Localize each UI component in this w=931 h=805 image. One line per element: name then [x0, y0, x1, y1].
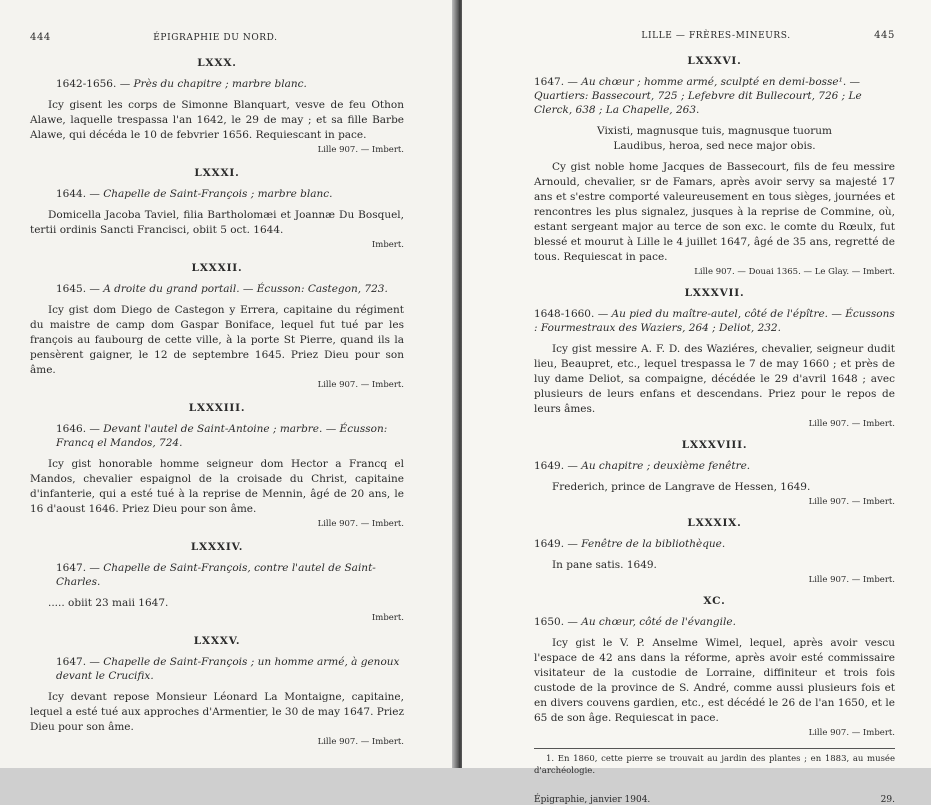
entry-location: — Au chœur ; homme armé, sculpté en demi-bosse¹. — Quartiers: Bassecourt, 725 ; Lefebvre dit Bullecourt, 726 ; Le Clerck, 638 ; La Chapelle, 263.	[534, 76, 862, 116]
entry-date: 1645.	[56, 283, 87, 295]
epitaph-entry	[534, 595, 895, 738]
entry-heading	[534, 307, 895, 335]
entry-heading	[30, 655, 404, 683]
entry-heading	[534, 615, 895, 629]
epitaph-entry	[30, 167, 404, 250]
entry-numeral: LXXXV.	[193, 635, 241, 647]
entry-date: 1647.	[56, 562, 87, 574]
running-title-left: ÉPIGRAPHIE DU NORD.	[153, 33, 278, 43]
page-number-left: 444	[30, 32, 51, 43]
entry-numeral: LXXXIII.	[188, 402, 246, 414]
epitaph-entry	[534, 55, 895, 277]
entry-location: — Chapelle de Saint-François, contre l'autel de Saint-Charles.	[56, 562, 376, 588]
entry-heading	[30, 422, 404, 450]
entry-heading	[30, 282, 404, 296]
entry-source: Imbert.	[371, 613, 404, 623]
entry-source: Lille 907. — Imbert.	[317, 380, 404, 390]
page-number-right: 445	[874, 30, 895, 41]
signature-number: 29.	[880, 795, 895, 805]
entry-date: 1649.	[534, 538, 565, 550]
entry-text: Domicella Jacoba Taviel, filia Bartholomæi et Joannæ Du Bosquel, tertii ordinis Sancti Francisci, obiit 5 oct. 1644.	[30, 209, 404, 236]
entry-source: Lille 907. — Imbert.	[808, 497, 895, 507]
entry-location: — Au chapitre ; deuxième fenêtre.	[567, 460, 751, 472]
entry-location: — Au chœur, côté de l'évangile.	[567, 616, 736, 628]
entry-location: — Au pied du maître-autel, côté de l'épître. — Écussons : Fourmestraux des Waziers, 264 ; Deliot, 232.	[534, 308, 895, 334]
entry-text: Cy gist noble home Jacques de Bassecourt, fils de feu messire Arnould, chevalier, sr de Famars, après avoir servy sa majesté 17 ans et s'estre comporté valeureusement en tous sièges, journées et rencontres les plus signalez, jusques à la reprise de Commine, où, estant sergeant major au terce de son exc. le comte du Rœulx, fut blessé et mourut à Lille le 4 juillet 1647, âgé de 35 ans, regretté de tous. Requiescat in pace.	[534, 161, 895, 263]
entry-numeral: XC.	[703, 595, 726, 607]
entry-numeral: LXXX.	[197, 57, 237, 69]
entry-numeral: LXXXI.	[194, 167, 240, 179]
left-page	[0, 0, 458, 768]
epitaph-entry	[30, 57, 404, 155]
entry-text: Icy gist le V. P. Anselme Wimel, lequel, après avoir vescu l'espace de 42 ans dans la réforme, après avoir esté commissaire visitateur de la custodie de Lorraine, diffiniteur et trois fois custode de la province de S. André, comme aussi plusieurs fois et en divers couvens gardien, etc., est décédé le 26 de l'an 1650, et le 65 de son âge. Requiescat in pace.	[534, 637, 895, 724]
entry-location: — Fenêtre de la bibliothèque.	[567, 538, 726, 550]
entry-text: ..... obiit 23 maii 1647.	[48, 597, 169, 609]
entry-text: In pane satis. 1649.	[552, 559, 657, 571]
entry-date: 1644.	[56, 188, 87, 200]
right-page	[462, 0, 931, 805]
entry-heading	[534, 75, 895, 117]
entry-text: Frederich, prince de Langrave de Hessen, 1649.	[552, 481, 811, 493]
epitaph-entry	[30, 635, 404, 747]
epitaph-entry	[30, 541, 404, 623]
entry-location: — Devant l'autel de Saint-Antoine ; marbre. — Écusson: Francq el Mandos, 724.	[56, 423, 388, 449]
entry-heading	[30, 187, 404, 201]
footnote-rule	[534, 748, 895, 749]
entry-date: 1642-1656.	[56, 78, 117, 90]
epitaph-entry	[30, 402, 404, 529]
entry-source: Imbert.	[371, 240, 404, 250]
epitaph-entry	[534, 287, 895, 429]
entry-source: Lille 907. — Imbert.	[317, 145, 404, 155]
entry-source: Lille 907. — Imbert.	[808, 575, 895, 585]
entry-text: Icy gist dom Diego de Castegon y Errera, capitaine du régiment du maistre de camp dom Gaspar Boniface, lequel fut tué par les françois au faubourg de cette ville, à la porte St Pierre, quand ils la pensèrent gaigner, le 12 de septembre 1645. Priez Dieu pour son âme.	[30, 304, 404, 376]
entry-numeral: LXXXII.	[191, 262, 243, 274]
running-title-right: LILLE — FRÈRES-MINEURS.	[641, 31, 791, 41]
right-entries	[534, 55, 895, 738]
entry-heading	[30, 561, 404, 589]
epitaph-entry	[534, 439, 895, 507]
entry-text: Icy gisent les corps de Simonne Blanquart, vesve de feu Othon Alawe, laquelle trespassa l'an 1642, le 29 de may ; et sa fille Barbe Alawe, qui décéda le 10 de febvrier 1656. Requiescant in pace.	[30, 99, 404, 141]
running-header-left	[30, 32, 404, 43]
entry-location: — Chapelle de Saint-François ; un homme armé, à genoux devant le Crucifix.	[56, 656, 400, 682]
entry-heading	[534, 537, 895, 551]
footnote: 1. En 1860, cette pierre se trouvait au jardin des plantes ; en 1883, au musée d'archéologie.	[534, 754, 895, 776]
entry-text: Icy devant repose Monsieur Léonard La Montaigne, capitaine, lequel a esté tué aux approches d'Armentier, le 30 de may 1647. Priez Dieu pour son âme.	[30, 691, 404, 733]
entry-numeral: LXXXVII.	[684, 287, 745, 299]
entry-source: Lille 907. — Imbert.	[808, 728, 895, 738]
entry-source: Lille 907. — Douai 1365. — Le Glay. — Imbert.	[694, 267, 895, 277]
running-header-right	[534, 30, 895, 41]
signature: Épigraphie, janvier 1904.	[534, 795, 651, 805]
entry-numeral: LXXXVIII.	[681, 439, 748, 451]
entry-location: — A droite du grand portail. — Écusson: Castegon, 723.	[89, 283, 388, 295]
entry-date: 1648-1660.	[534, 308, 595, 320]
entry-numeral: LXXXIX.	[687, 517, 742, 529]
entry-location: — Chapelle de Saint-François ; marbre blanc.	[89, 188, 333, 200]
entry-text: Icy gist messire A. F. D. des Waziéres, chevalier, seigneur dudit lieu, Beaupret, etc., lequel trespassa le 7 de may 1660 ; et près de luy dame Deliot, sa compaigne, décédée le 29 d'avril 1648 ; avec plusieurs de leurs enfans et descendans. Priez pour le repos de leurs âmes.	[534, 343, 895, 415]
entry-date: 1649.	[534, 460, 565, 472]
entry-source: Lille 907. — Imbert.	[808, 419, 895, 429]
entry-numeral: LXXXVI.	[687, 55, 742, 67]
entry-date: 1647.	[534, 76, 565, 88]
signature-line	[534, 795, 895, 805]
entry-text: Icy gist honorable homme seigneur dom Hector a Francq el Mandos, chevalier espaignol de la croisade du Christ, capitaine d'infanterie, qui a esté tué à la reprise de Mennin, âgé de 20 ans, le 16 d'aoust 1646. Priez Dieu pour son âme.	[30, 458, 404, 515]
entry-numeral: LXXXIV.	[190, 541, 244, 553]
left-entries	[30, 57, 404, 747]
entry-heading	[534, 459, 895, 473]
entry-source: Lille 907. — Imbert.	[317, 519, 404, 529]
entry-source: Lille 907. — Imbert.	[317, 737, 404, 747]
entry-date: 1647.	[56, 656, 87, 668]
entry-location: — Près du chapitre ; marbre blanc.	[119, 78, 307, 90]
entry-date: 1646.	[56, 423, 87, 435]
entry-date: 1650.	[534, 616, 565, 628]
epitaph-entry	[30, 262, 404, 390]
entry-heading	[30, 77, 404, 91]
epitaph-entry	[534, 517, 895, 585]
entry-verse: Vixisti, magnusque tuis, magnusque tuorum Laudibus, heroa, sed nece major obis.	[597, 125, 832, 152]
